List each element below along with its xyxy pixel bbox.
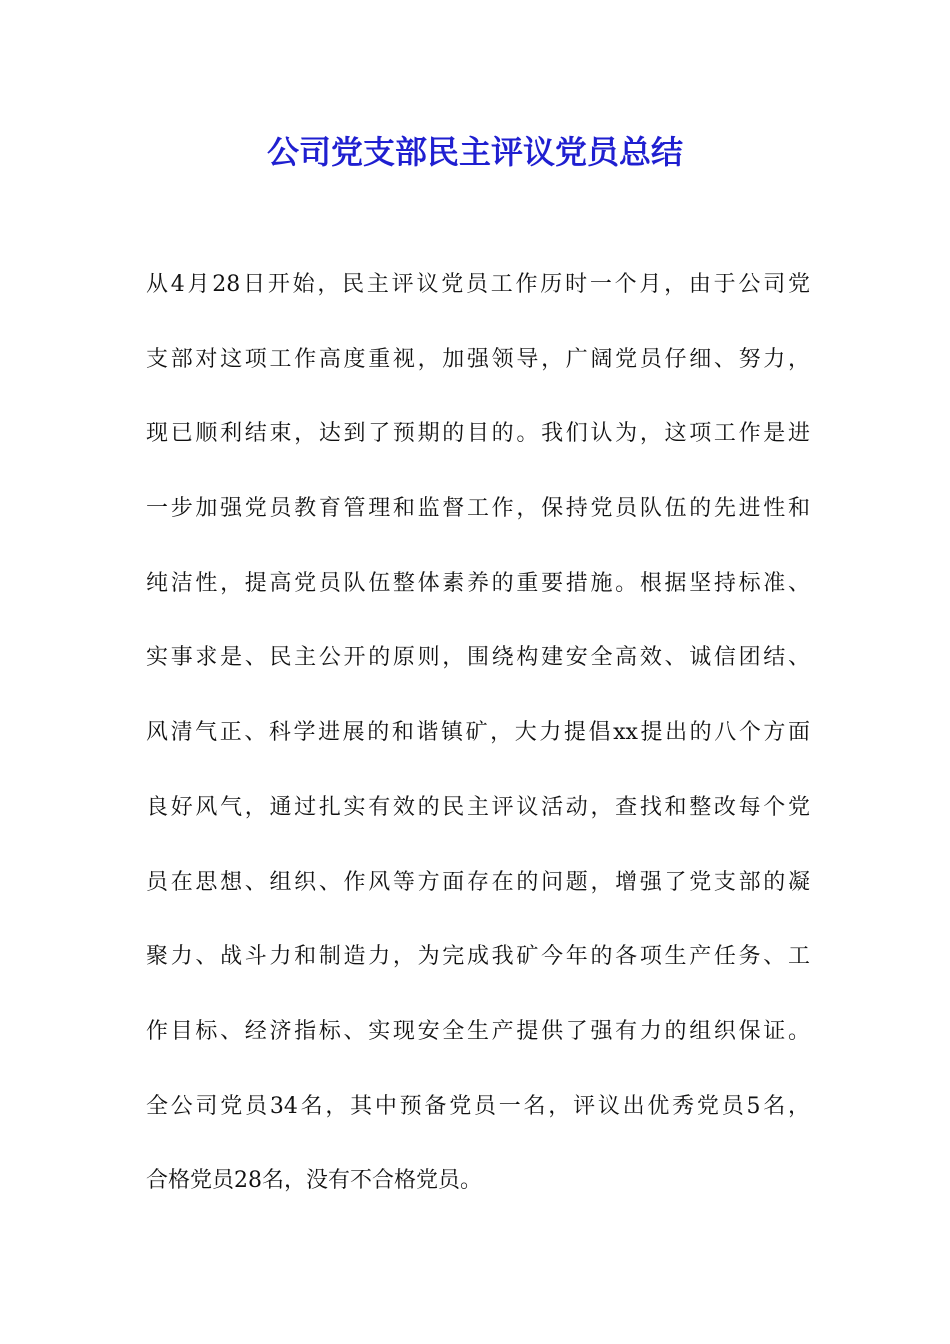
body-line: 全公司党员34名，其中预备党员一名，评议出优秀党员5名， bbox=[146, 1093, 810, 1119]
document-body bbox=[146, 262, 810, 1233]
body-line-last: 合格党员28名，没有不合格党员。 bbox=[146, 1168, 482, 1194]
body-line: 实事求是、民主公开的原则，围绕构建安全高效、诚信团结、 bbox=[146, 645, 810, 671]
body-line: 现已顺利结束，达到了预期的目的。我们认为，这项工作是进 bbox=[146, 421, 810, 447]
body-line: 风清气正、科学进展的和谐镇矿，大力提倡xx提出的八个方面 bbox=[146, 720, 810, 746]
document-title: 公司党支部民主评议党员总结 bbox=[266, 133, 683, 171]
body-line: 良好风气，通过扎实有效的民主评议活动，查找和整改每个党 bbox=[146, 794, 810, 820]
body-line: 从4月28日开始，民主评议党员工作历时一个月，由于公司党 bbox=[146, 272, 810, 297]
body-line: 作目标、经济指标、实现安全生产提供了强有力的组织保证。 bbox=[146, 1018, 810, 1044]
body-line: 一步加强党员教育管理和监督工作，保持党员队伍的先进性和 bbox=[146, 496, 810, 522]
body-line: 支部对这项工作高度重视，加强领导，广阔党员仔细、努力， bbox=[146, 346, 810, 372]
body-line: 员在思想、组织、作风等方面存在的问题，增强了党支部的凝 bbox=[146, 869, 810, 895]
body-line: 纯洁性，提高党员队伍整体素养的重要措施。根据坚持标准、 bbox=[146, 570, 810, 596]
body-line: 聚力、战斗力和制造力，为完成我矿今年的各项生产任务、工 bbox=[146, 944, 810, 970]
